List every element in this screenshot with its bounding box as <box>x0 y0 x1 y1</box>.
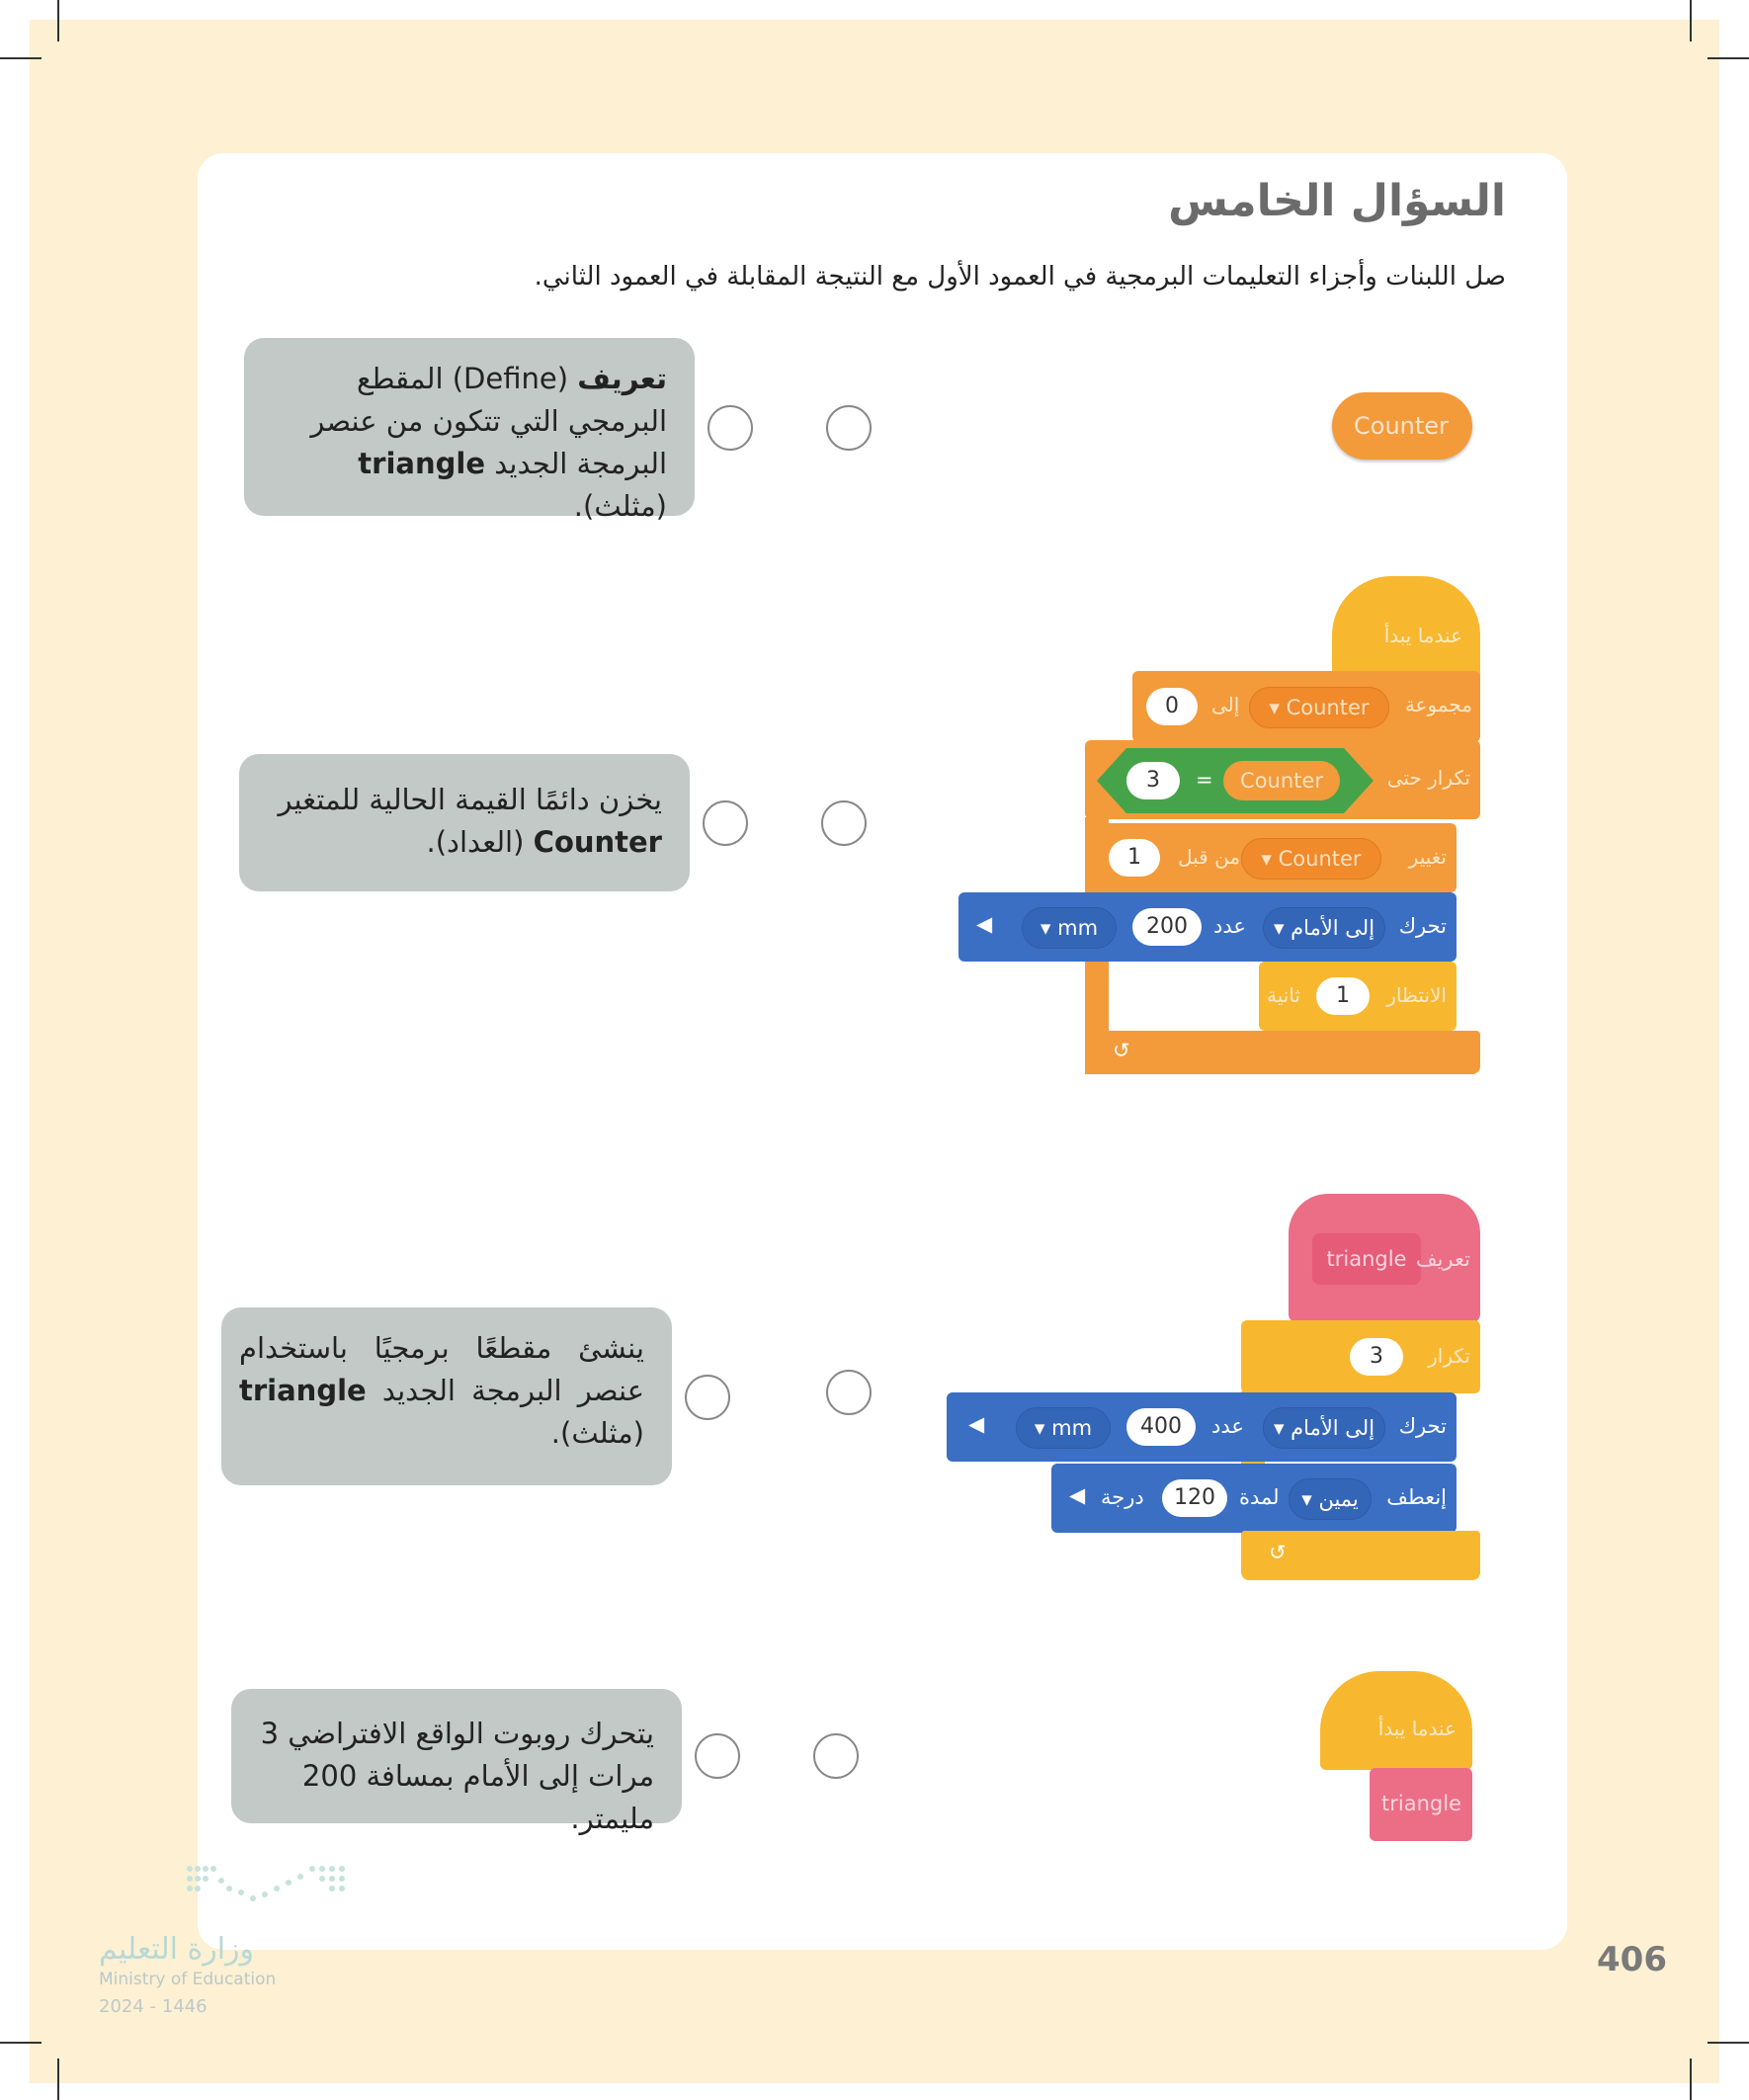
answer-1-text: (مثلث). <box>573 489 667 523</box>
match-dot-answer-1[interactable] <box>708 405 753 451</box>
move-distance-input[interactable]: 200 <box>1132 908 1202 946</box>
answer-3-text: ينشئ مقطعًا برمجيًا باستخدام عنصر البرمجة الجديد <box>239 1331 644 1407</box>
set-variable-name: Counter <box>1286 696 1370 719</box>
question-title: السؤال الخامس <box>1168 176 1506 226</box>
crop-mark <box>1690 0 1692 42</box>
equals-sign: = <box>1196 768 1213 792</box>
counter-reporter-block <box>1332 392 1472 460</box>
set-variable-block <box>1132 671 1480 742</box>
move-distance-input[interactable]: 400 <box>1126 1408 1196 1446</box>
crop-mark <box>57 2058 59 2100</box>
change-label: تغيير <box>1408 845 1447 869</box>
crop-mark <box>1690 2058 1692 2100</box>
answer-box-4 <box>231 1689 682 1835</box>
wait-value-input[interactable]: 1 <box>1316 977 1370 1015</box>
answer-3-bold: triangle <box>239 1374 367 1407</box>
answer-4-text: يتحرك روبوت الواقع الافتراضي 3 مرات إلى الأمام بمسافة 200 مليمتر. <box>260 1717 654 1835</box>
move-direction-value: إلى الأمام <box>1291 1416 1375 1440</box>
match-dot-block-3[interactable] <box>826 1370 872 1415</box>
match-dot-answer-4[interactable] <box>695 1733 740 1779</box>
define-name-slot <box>1312 1233 1421 1285</box>
define-label: تعريف <box>1415 1247 1470 1271</box>
move-label: تحرك <box>1398 1414 1447 1438</box>
repeat-count-input[interactable]: 3 <box>1350 1338 1403 1376</box>
turn-for-label: لمدة <box>1239 1485 1280 1509</box>
change-value-input[interactable]: 1 <box>1109 839 1160 877</box>
turn-block <box>1051 1464 1457 1533</box>
triangle-call-block <box>1370 1768 1472 1841</box>
match-dot-block-2[interactable] <box>821 800 867 846</box>
edition-year: 2024 - 1446 <box>99 1996 208 2017</box>
answer-box-3 <box>221 1307 672 1485</box>
turn-angle-input[interactable]: 120 <box>1162 1479 1227 1517</box>
ministry-logo-icon <box>184 1861 350 1910</box>
move-direction-value: إلى الأمام <box>1291 916 1375 940</box>
move-forward-block-2 <box>947 1392 1457 1462</box>
loop-arrow-icon: ↺ <box>1269 1541 1287 1564</box>
crop-mark <box>1707 2042 1749 2044</box>
answer-1-bold: triangle <box>358 447 485 480</box>
answer-2-bold: Counter <box>533 825 662 859</box>
equals-value-input[interactable]: 3 <box>1126 762 1180 799</box>
move-forward-block-1 <box>958 892 1457 962</box>
answer-1-bold: تعريف <box>577 362 667 395</box>
hat-label: عندما يبدأ <box>1383 624 1462 647</box>
answer-1-text: (Define) المقطع البرمجي التي تتكون من عنصر البرمجة الجديد <box>310 362 667 480</box>
when-started-hat-block-2 <box>1320 1671 1472 1770</box>
define-triangle-block <box>1289 1194 1480 1322</box>
wait-unit-label: ثانية <box>1267 983 1300 1007</box>
match-dot-block-4[interactable] <box>813 1733 859 1779</box>
triangle-call-label: triangle <box>1381 1792 1461 1815</box>
wait-block <box>1259 962 1457 1031</box>
turn-label: إنعطف <box>1386 1485 1447 1509</box>
page-number: 406 <box>1597 1940 1667 1979</box>
loop-arrow-icon: ↺ <box>1113 1039 1130 1062</box>
answer-3-text: (مثلث). <box>550 1416 644 1450</box>
question-instruction: صل اللبنات وأجزاء التعليمات البرمجية في العمود الأول مع النتيجة المقابلة في العمود الثاني. <box>534 262 1506 292</box>
change-variable-block <box>1095 823 1457 892</box>
move-unit-dropdown[interactable]: ▾ mm <box>1022 907 1117 949</box>
set-label: مجموعة <box>1404 693 1472 716</box>
crop-mark <box>1707 57 1749 59</box>
match-dot-block-1[interactable] <box>826 405 872 451</box>
expand-arrow-icon[interactable]: ◀ <box>1069 1483 1086 1507</box>
change-variable-name: Counter <box>1278 847 1362 871</box>
set-value-input[interactable]: 0 <box>1146 688 1198 725</box>
wait-label: الانتظار <box>1386 983 1447 1007</box>
ministry-name-arabic: وزارة التعليم <box>99 1932 255 1967</box>
answer-2-text: (العداد). <box>426 825 534 859</box>
counter-reporter-label: Counter <box>1354 412 1449 440</box>
move-count-label: عدد <box>1211 1414 1244 1438</box>
turn-direction-value: يمين <box>1318 1487 1359 1511</box>
equals-variable-reporter <box>1223 761 1340 800</box>
turn-direction-dropdown[interactable]: ▾ يمين <box>1289 1478 1372 1520</box>
ministry-name-english: Ministry of Education <box>99 1970 277 1989</box>
repeat-until-label: تكرار حتى <box>1386 766 1470 790</box>
answer-2-text: يخزن دائمًا القيمة الحالية للمتغير <box>278 783 662 816</box>
move-direction-dropdown[interactable]: ▾ إلى الأمام <box>1263 907 1385 949</box>
set-variable-dropdown[interactable]: ▾ Counter <box>1249 687 1389 728</box>
move-direction-dropdown[interactable]: ▾ إلى الأمام <box>1263 1407 1385 1449</box>
repeat-block <box>1241 1320 1480 1393</box>
move-label: تحرك <box>1398 914 1447 938</box>
equals-variable-name: Counter <box>1240 769 1323 793</box>
move-count-label: عدد <box>1213 914 1246 938</box>
crop-mark <box>0 57 42 59</box>
crop-mark <box>57 0 59 42</box>
repeat-bottom-arm <box>1085 1031 1480 1074</box>
expand-arrow-icon[interactable]: ◀ <box>968 1412 985 1436</box>
define-name-value: triangle <box>1326 1247 1407 1271</box>
ministry-logo-dots <box>184 1861 350 1910</box>
change-variable-dropdown[interactable]: ▾ Counter <box>1241 838 1381 880</box>
hat-label: عندما يبدأ <box>1377 1717 1457 1740</box>
equals-operator-block <box>1097 748 1374 813</box>
move-unit-value: mm <box>1051 1416 1093 1440</box>
repeat-bottom-arm-2 <box>1241 1531 1480 1580</box>
move-unit-value: mm <box>1057 916 1099 940</box>
expand-arrow-icon[interactable]: ◀ <box>976 912 993 936</box>
set-to-label: إلى <box>1211 693 1240 716</box>
move-unit-dropdown[interactable]: ▾ mm <box>1016 1407 1111 1449</box>
crop-mark <box>0 2042 42 2044</box>
change-by-label: من قبل <box>1178 845 1241 869</box>
match-dot-answer-2[interactable] <box>703 800 748 846</box>
answer-box-1 <box>244 338 695 523</box>
turn-unit-label: درجة <box>1101 1485 1144 1509</box>
answer-box-2 <box>239 754 690 891</box>
match-dot-answer-3[interactable] <box>685 1375 730 1420</box>
repeat-label: تكرار <box>1428 1344 1470 1368</box>
